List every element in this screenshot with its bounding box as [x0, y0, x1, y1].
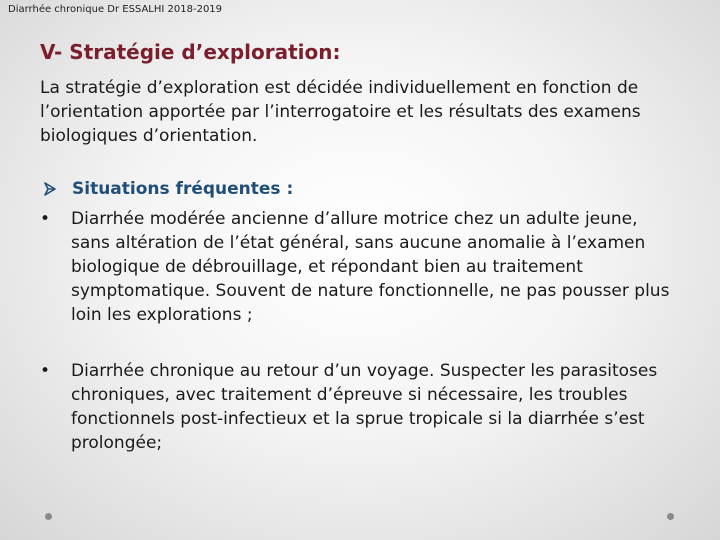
- intro-paragraph: La stratégie d’exploration est décidée individuellement en fonction de l’orientation apportée par l’interrogatoire et les résultats des examens biologiques d’orientation.: [40, 78, 641, 146]
- list-item: [40, 359, 680, 455]
- subheading: [44, 179, 293, 199]
- section-title: V- Stratégie d’exploration:: [40, 40, 341, 64]
- bullet-text: Diarrhée chronique au retour d’un voyage. Suspecter les parasitoses chroniques, avec traitement d’épreuve si nécessaire, les troubles fonctionnels post-infectieux et la sprue tropicale si la diarrhée s’est prolongée;: [71, 361, 658, 453]
- bullet-text: Diarrhée modérée ancienne d’allure motrice chez un adulte jeune, sans altération de l’état général, sans aucune anomalie à l’examen biologique de débrouillage, et répondant bien au traitement symptomatique. Souvent de nature fonctionnelle, ne pas pousser plus loin les explorations ;: [71, 209, 670, 325]
- header-text: Diarrhée chronique Dr ESSALHI 2018-2019: [8, 4, 223, 15]
- bullet-marker: •: [40, 209, 51, 229]
- bullet-marker: •: [40, 361, 51, 381]
- list-item: [40, 207, 680, 327]
- decorative-dot-right: [667, 513, 674, 520]
- arrow-bullet-icon: [44, 181, 62, 197]
- subheading-label: Situations fréquentes :: [72, 179, 294, 199]
- decorative-dot-left: [45, 513, 52, 520]
